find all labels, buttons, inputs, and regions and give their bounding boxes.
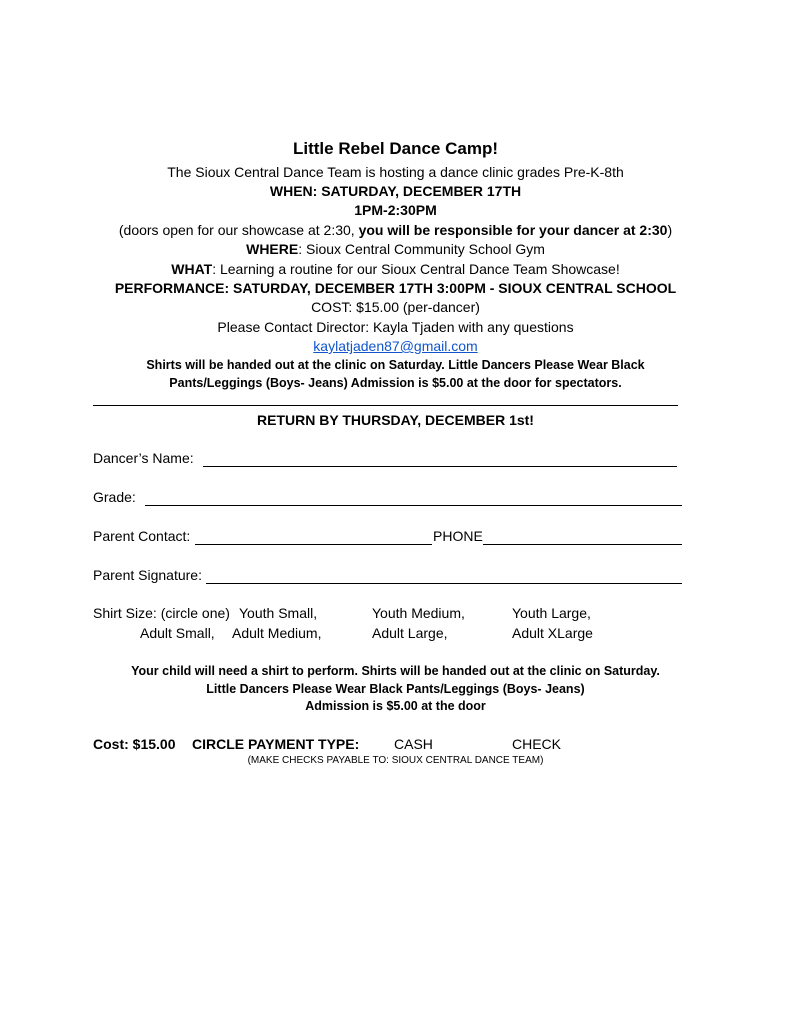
shirt-size-adult-medium[interactable]: Adult Medium, [232, 625, 322, 641]
page-title: Little Rebel Dance Camp! [293, 139, 498, 158]
shirt-size-youth-large[interactable]: Youth Large, [512, 605, 591, 621]
contact-text: Please Contact Director: Kayla Tjaden with any questions [217, 319, 574, 335]
grade-label: Grade: [93, 489, 136, 505]
return-by-text: RETURN BY THURSDAY, DECEMBER 1st! [257, 412, 534, 428]
shirt-size-youth-medium[interactable]: Youth Medium, [372, 605, 465, 621]
what-label: WHAT [171, 261, 213, 277]
phone-field[interactable] [483, 544, 682, 545]
cost-label: Cost: $15.00 [93, 736, 176, 752]
phone-label: PHONE [433, 528, 483, 544]
where-label: WHERE [246, 241, 299, 257]
what-value: : Learning a routine for our Sioux Central Dance Team Showcase! [212, 261, 620, 277]
notice-line-3: Admission is $5.00 at the door [305, 699, 486, 713]
email-link[interactable]: kaylatjaden87@gmail.com [313, 338, 478, 354]
dancer-name-field[interactable] [203, 466, 677, 467]
when-text: WHEN: SATURDAY, DECEMBER 17TH [269, 183, 522, 199]
shirt-size-adult-xlarge[interactable]: Adult XLarge [512, 625, 593, 641]
what-text [0, 260, 791, 279]
grade-field[interactable] [145, 505, 682, 506]
divider-line [93, 405, 678, 406]
payment-type-label: CIRCLE PAYMENT TYPE: [192, 736, 360, 752]
parent-contact-label: Parent Contact: [93, 528, 191, 544]
payable-note: (MAKE CHECKS PAYABLE TO: SIOUX CENTRAL DANCE TEAM) [247, 755, 544, 766]
shirt-size-label: Shirt Size: (circle one) [93, 605, 230, 621]
performance-text: PERFORMANCE: SATURDAY, DECEMBER 17TH 3:00PM - SIOUX CENTRAL SCHOOL [114, 280, 677, 296]
shirt-size-adult-small[interactable]: Adult Small, [140, 625, 215, 641]
notice-line-2: Little Dancers Please Wear Black Pants/Leggings (Boys- Jeans) [206, 682, 585, 696]
shirt-size-youth-small[interactable]: Youth Small, [239, 605, 318, 621]
doors-bold: you will be responsible for your dancer at 2:30 [358, 222, 668, 238]
shirts-notice-line-1: Shirts will be handed out at the clinic on Saturday. Little Dancers Please Wear Black [146, 358, 645, 372]
payment-cash-option[interactable]: CASH [394, 736, 433, 752]
parent-signature-field[interactable] [206, 583, 682, 584]
parent-contact-field[interactable] [195, 544, 432, 545]
doors-prefix: (doors open for our showcase at 2:30, [118, 222, 359, 238]
doors-suffix: ) [667, 222, 673, 238]
intro-text: The Sioux Central Dance Team is hosting a dance clinic grades Pre-K-8th [167, 164, 624, 180]
cost-text: COST: $15.00 (per-dancer) [311, 299, 480, 315]
time-text: 1PM-2:30PM [354, 202, 437, 218]
where-value: : Sioux Central Community School Gym [298, 241, 545, 257]
payment-check-option[interactable]: CHECK [512, 736, 562, 752]
email-row [0, 337, 791, 356]
shirt-size-adult-large[interactable]: Adult Large, [372, 625, 448, 641]
where-text [0, 240, 791, 259]
shirts-notice-line-2: Pants/Leggings (Boys- Jeans) Admission is $5.00 at the door for spectators. [169, 376, 622, 390]
notice-line-1: Your child will need a shirt to perform. Shirts will be handed out at the clinic on Saturday. [131, 664, 660, 678]
parent-signature-label: Parent Signature: [93, 567, 202, 583]
dancer-name-label: Dancer’s Name: [93, 450, 194, 466]
doors-text [0, 221, 791, 240]
